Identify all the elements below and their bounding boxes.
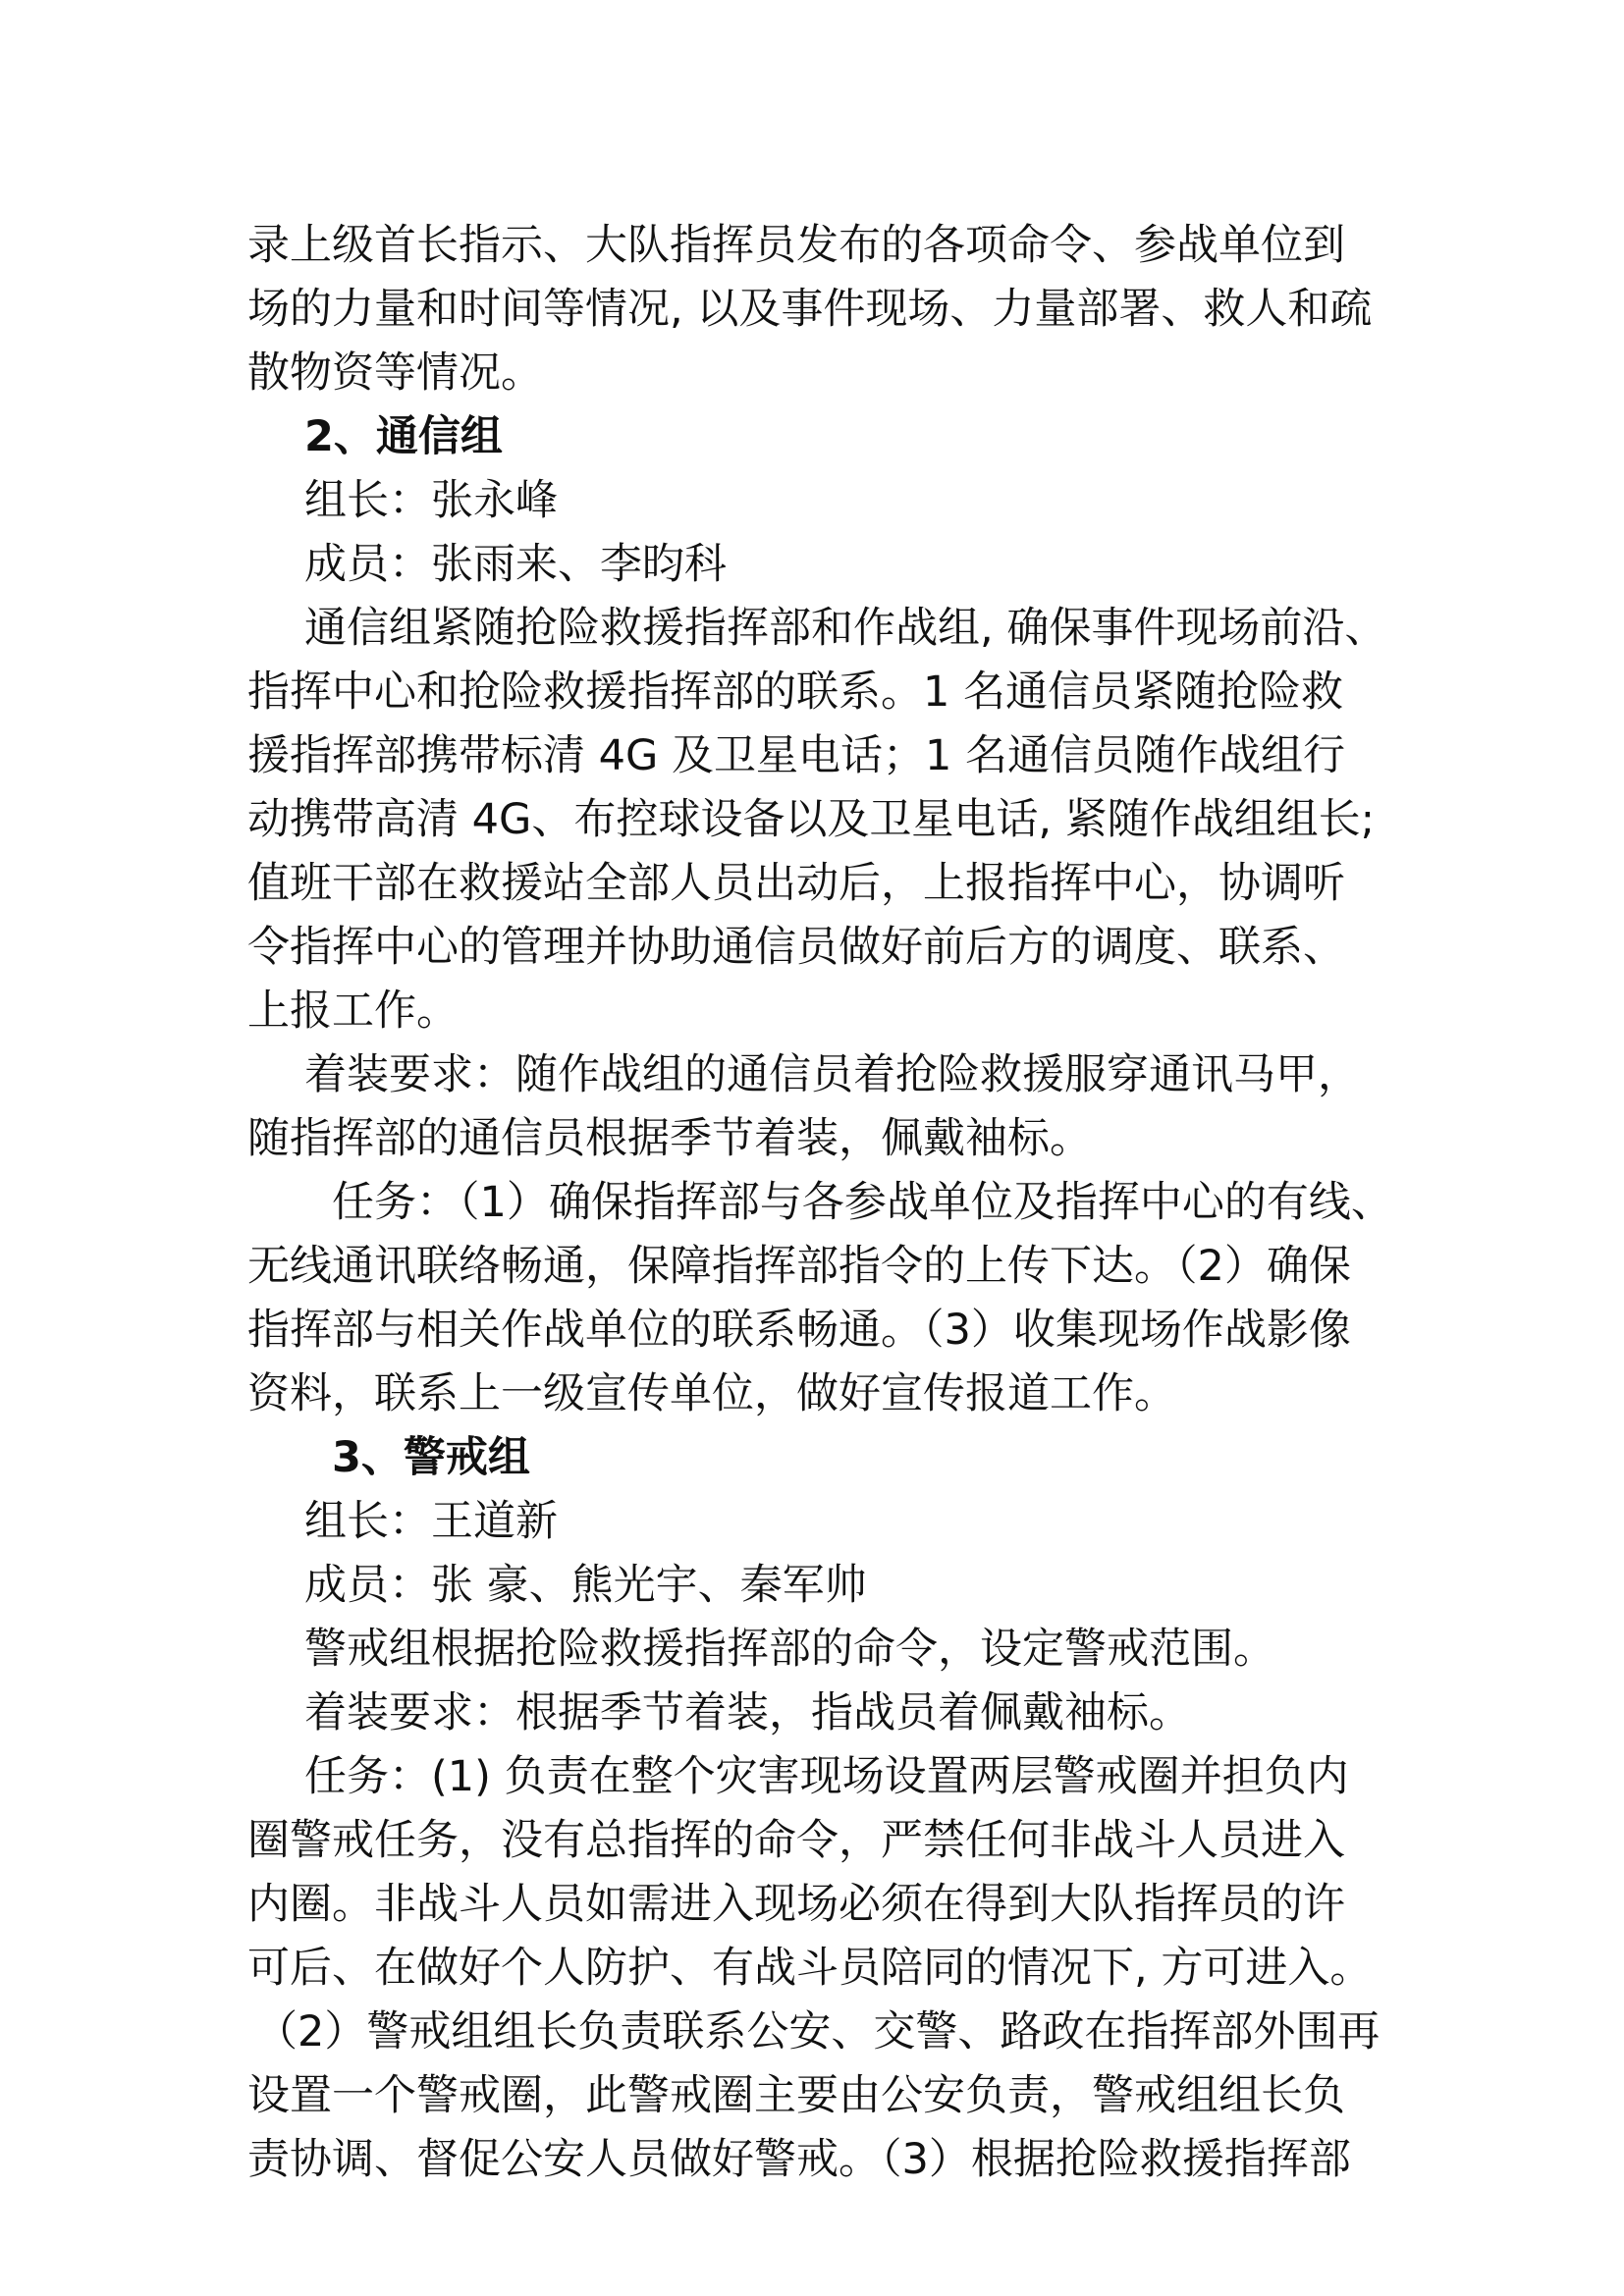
team-leader-line: 组长：王道新 (304, 1497, 558, 1546)
body-line-8: 指挥中心和抢险救援指挥部的联系。1 名通信员紧随抢险救 (247, 667, 1344, 717)
body-line-27: 内圈。非战斗人员如需进入现场必须在得到大队指挥员的许 (247, 1880, 1345, 1929)
body-line-28: 可后、在做好个人防护、有战斗员陪同的情况下, 方可进入。 (247, 1944, 1373, 1993)
dress-requirement-line: 着装要求：随作战组的通信员着抢险救援服穿通讯马甲， (304, 1050, 1360, 1099)
body-line-30: 设置一个警戒圈，此警戒圈主要由公安负责，警戒组组长负 (247, 2071, 1345, 2120)
team-leader-line: 组长：张永峰 (304, 476, 558, 525)
body-line-10: 动携带高清 4G、布控球设备以及卫星电话, 紧随作战组组长; (247, 795, 1376, 844)
body-line-31: 责协调、督促公安人员做好警戒。（3）根据抢险救援指挥部 (247, 2135, 1351, 2184)
body-line-1: 录上级首长指示、大队指挥员发布的各项命令、参战单位到 (247, 221, 1345, 270)
body-line-29: （2）警戒组组长负责联系公安、交警、路政在指挥部外围再 (255, 2007, 1380, 2056)
body-line-3: 散物资等情况。 (247, 348, 543, 398)
dress-requirement-line: 着装要求：根据季节着装，指战员着佩戴袖标。 (304, 1688, 1191, 1737)
document-body (247, 214, 1401, 2192)
team-members-line: 成员：张 豪、熊光宇、秦军帅 (304, 1561, 867, 1610)
section-heading-communication: 2、通信组 (304, 412, 503, 461)
body-line-2: 场的力量和时间等情况, 以及事件现场、力量部署、救人和疏 (247, 285, 1373, 334)
body-line-15: 随指挥部的通信员根据季节着装，佩戴袖标。 (247, 1114, 1092, 1163)
body-line-26: 圈警戒任务，没有总指挥的命令，严禁任何非战斗人员进入 (247, 1816, 1345, 1865)
body-line-7: 通信组紧随抢险救援指挥部和作战组, 确保事件现场前沿、 (304, 604, 1387, 653)
team-members-line: 成员：张雨来、李昀科 (304, 540, 727, 589)
section-heading-guard: 3、警戒组 (332, 1433, 530, 1482)
body-line-23: 警戒组根据抢险救援指挥部的命令，设定警戒范围。 (304, 1625, 1275, 1674)
body-line-18: 指挥部与相关作战单位的联系畅通。（3）收集现场作战影像 (247, 1306, 1351, 1355)
body-line-17: 无线通讯联络畅通，保障指挥部指令的上传下达。（2）确保 (247, 1242, 1351, 1291)
body-line-19: 资料，联系上一级宣传单位，做好宣传报道工作。 (247, 1369, 1176, 1418)
task-line: 任务：(1) 负责在整个灾害现场设置两层警戒圈并担负内 (304, 1752, 1349, 1801)
body-line-12: 令指挥中心的管理并协助通信员做好前后方的调度、联系、 (247, 923, 1345, 972)
body-line-13: 上报工作。 (247, 987, 459, 1036)
body-line-9: 援指挥部携带标清 4G 及卫星电话；1 名通信员随作战组行 (247, 731, 1346, 780)
task-line: 任务：（1）确保指挥部与各参战单位及指挥中心的有线、 (332, 1178, 1393, 1227)
body-line-11: 值班干部在救援站全部人员出动后，上报指挥中心，协调听 (247, 859, 1345, 908)
